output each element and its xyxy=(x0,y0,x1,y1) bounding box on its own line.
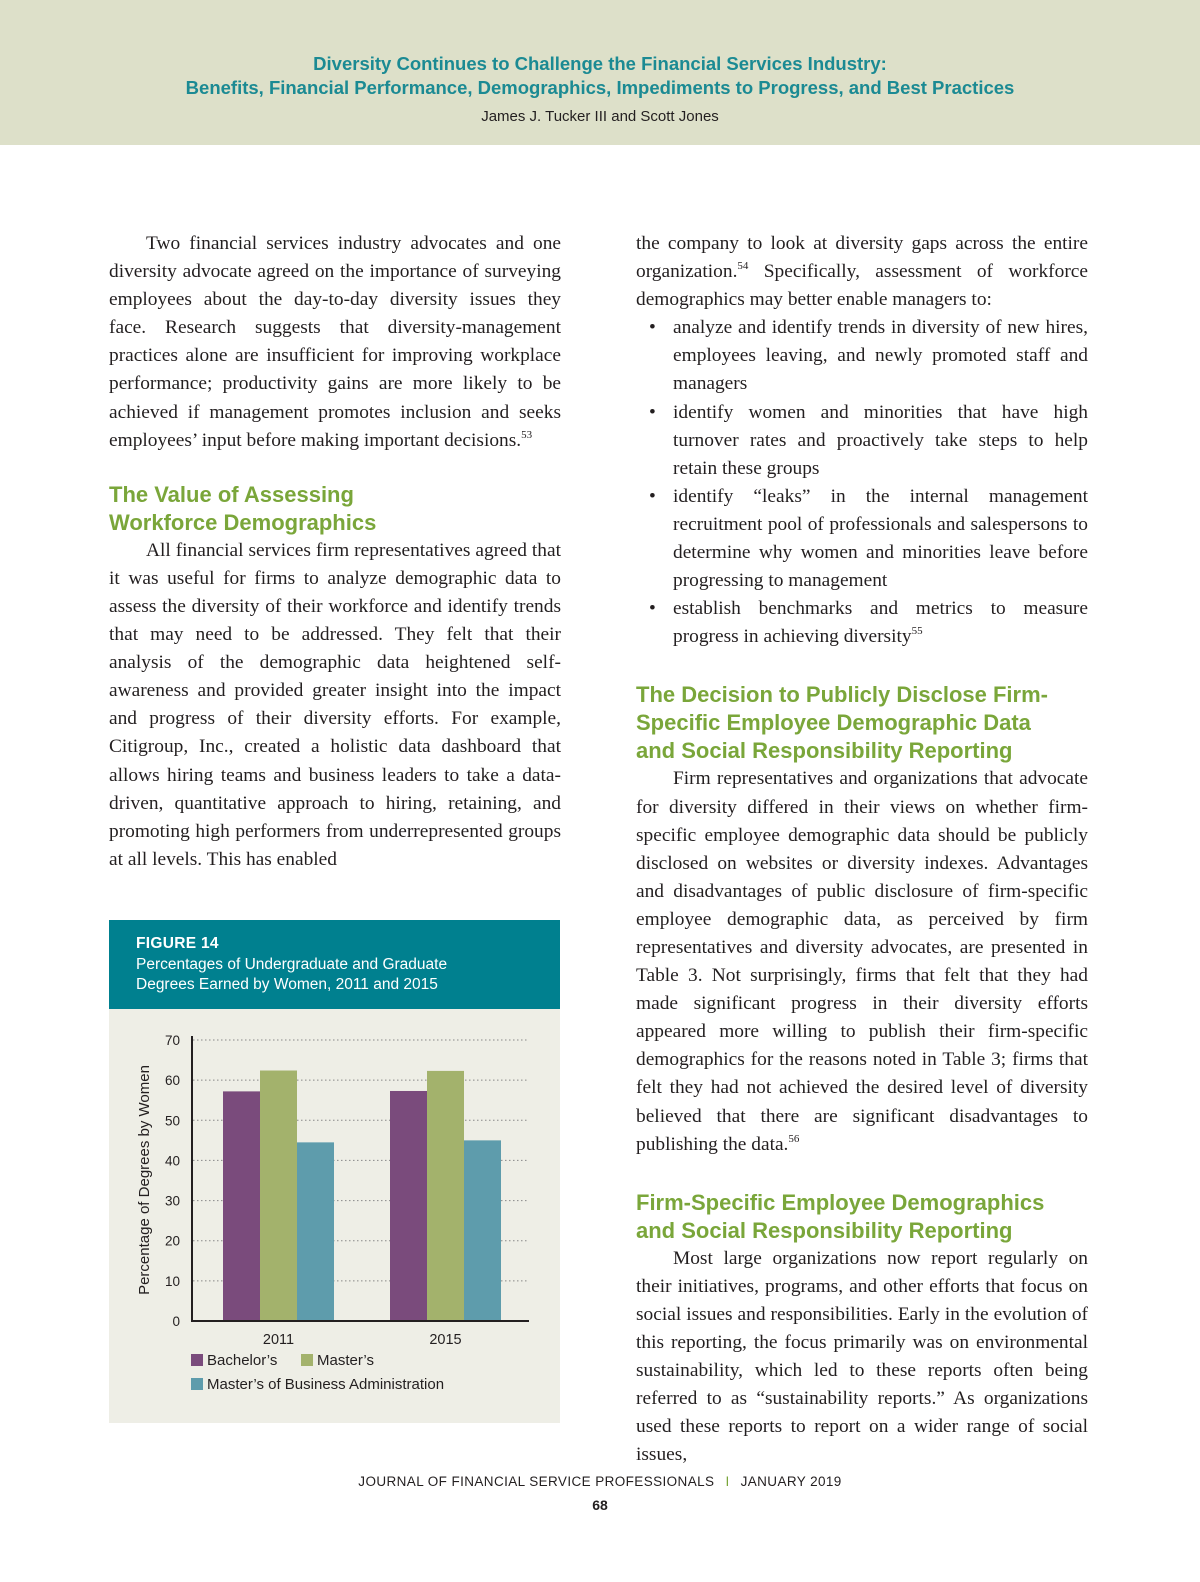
left-column xyxy=(109,230,561,874)
list-item-text: analyze and identify trends in diversity of new hires, employees leaving, and newly promoted staff and managers xyxy=(673,317,1088,395)
bar-2015-series-1 xyxy=(427,1071,464,1321)
article-title-line-2: Benefits, Financial Performance, Demographics, Impediments to Progress, and Best Practices xyxy=(185,77,1015,98)
caption-line: Percentages of Undergraduate and Graduate xyxy=(136,956,448,973)
x-tick-label: 2011 xyxy=(262,1332,295,1348)
list-item-text: identify “leaks” in the internal management recruitment pool of professionals and salespersons to determine why women and minorities leave before progressing to management xyxy=(673,485,1088,592)
footnote-ref-54: 54 xyxy=(737,260,749,273)
y-tick-label: 0 xyxy=(172,1314,180,1329)
heading-line: Workforce Demographics xyxy=(109,509,377,535)
bullet-dot: • xyxy=(649,485,656,507)
section-heading-value-of-assessing xyxy=(109,481,561,537)
y-tick-label: 70 xyxy=(164,1033,180,1048)
footer-separator: I xyxy=(725,1474,730,1489)
right-paragraph-2-text: Firm representatives and organizations that advocate for diversity differed in their views on whether firm-specific employee demographic data should be publicly disclosed on websites or diversity indexes. Advantages and disadvantages of public disclosure of firm-specific employee demographic data, as perceived by firm representatives and diversity advocates, are presented in Table 3. Not surprisingly, firms that felt that they had made significant progress in their diversity efforts appeared more willing to publish their firm-specific demographics for the reasons noted in Table 3; firms that felt they had not achieved the desired level of diversity believed that there are significant disadvantages to publishing the data. xyxy=(636,768,1088,1155)
bar-2015-series-2 xyxy=(464,1140,501,1321)
figure-label: FIGURE 14 xyxy=(136,935,219,952)
article-authors: James J. Tucker III and Scott Jones xyxy=(481,108,719,125)
heading-line: and Social Responsibility Reporting xyxy=(636,1217,1013,1243)
bullet-dot: • xyxy=(649,401,656,423)
bullet-dot: • xyxy=(649,598,656,620)
right-paragraph-2 xyxy=(636,765,1088,1158)
right-paragraph-1-text: the company to look at diversity gaps across the entire organization. xyxy=(636,233,1088,283)
y-tick-label: 50 xyxy=(164,1113,180,1129)
legend-swatch xyxy=(301,1354,313,1366)
legend-label: Master’s of Business Administration xyxy=(207,1376,445,1393)
bar-2011-series-0 xyxy=(223,1091,260,1321)
section-heading-decision-to-disclose xyxy=(636,681,1088,765)
legend-label: Bachelor’s xyxy=(207,1352,278,1369)
legend-swatch xyxy=(191,1354,203,1366)
chart-svg xyxy=(109,1009,560,1423)
list-item-text: identify women and minorities that have high turnover rates and proactively take steps to help retain these groups xyxy=(673,401,1088,479)
footnote-ref-55: 55 xyxy=(911,625,923,638)
list-item xyxy=(649,595,1088,651)
figure-14 xyxy=(109,920,560,1423)
right-paragraph-1-cont: Specifically, assessment of workforce demographics may better enable managers to: xyxy=(636,261,1088,311)
heading-line: and Social Responsibility Reporting xyxy=(636,738,1013,764)
y-tick-label: 60 xyxy=(164,1073,180,1089)
page-number: 68 xyxy=(592,1497,608,1513)
y-tick-label: 40 xyxy=(164,1153,180,1169)
heading-line: Firm-Specific Employee Demographics xyxy=(636,1189,1045,1215)
legend-swatch xyxy=(191,1378,203,1390)
list-item xyxy=(649,399,1088,483)
heading-line: Specific Employee Demographic Data xyxy=(636,710,1031,736)
y-tick-label: 30 xyxy=(164,1193,180,1209)
right-column xyxy=(636,230,1088,1469)
degrees-bar-chart xyxy=(109,1009,560,1423)
bar-2015-series-0 xyxy=(390,1091,427,1321)
left-paragraph-1-text: Two financial services industry advocates and one diversity advocate agreed on the importance of surveying employees about the day-to-day diversity issues they face. Research suggests that diversity-management practices alone are insufficient for improving workplace performance; productivity gains are more likely to be achieved if management promotes inclusion and seeks employees’ input before making important decisions. xyxy=(109,233,561,451)
y-tick-label: 20 xyxy=(164,1233,180,1249)
footer-line xyxy=(0,1474,1200,1489)
x-tick-label: 2015 xyxy=(429,1332,462,1348)
list-item xyxy=(649,314,1088,398)
caption-line: Degrees Earned by Women, 2011 and 2015 xyxy=(136,976,438,993)
list-item-text: establish benchmarks and metrics to measure progress in achieving diversity xyxy=(673,598,1088,648)
y-tick-label: 10 xyxy=(164,1273,180,1289)
page-header xyxy=(0,0,1200,145)
y-axis-label: Percentage of Degrees by Women xyxy=(136,1065,153,1295)
right-paragraph-1 xyxy=(636,230,1088,314)
heading-line: The Value of Assessing xyxy=(109,481,354,507)
figure-header xyxy=(109,920,560,1009)
journal-name: JOURNAL OF FINANCIAL SERVICE PROFESSIONALS xyxy=(358,1474,715,1489)
right-paragraph-3: Most large organizations now report regularly on their initiatives, programs, and other efforts that focus on social issues and responsibilities. Early in the evolution of this reporting, the focus primarily was on environmental sustainability, which led to these reports often being referred to as “sustainability reports.” As organizations used these reports to report on a wider range of social issues, xyxy=(636,1247,1088,1466)
list-item xyxy=(649,483,1088,595)
figure-caption xyxy=(136,955,560,995)
bullet-dot: • xyxy=(649,317,656,339)
bar-2011-series-1 xyxy=(260,1071,297,1321)
page-footer xyxy=(0,1474,1200,1513)
left-paragraph-1 xyxy=(109,230,561,455)
legend-label: Master’s xyxy=(317,1352,374,1369)
bar-2011-series-2 xyxy=(297,1142,334,1321)
footnote-ref-56: 56 xyxy=(788,1132,800,1145)
section-heading-firm-specific-demographics xyxy=(636,1189,1088,1245)
heading-line: The Decision to Publicly Disclose Firm- xyxy=(636,682,1048,708)
manager-benefits-list xyxy=(636,314,1088,651)
article-title-line-1: Diversity Continues to Challenge the Financial Services Industry: xyxy=(313,53,887,74)
footnote-ref-53: 53 xyxy=(521,428,533,441)
left-paragraph-2: All financial services firm representatives agreed that it was useful for firms to analyze demographic data to assess the diversity of their workforce and identify trends that may need to be addressed. They felt that their analysis of the demographic data heightened self-awareness and provided greater insight into the impact and progress of their diversity efforts. For example, Citigroup, Inc., created a holistic data dashboard that allows hiring teams and business leaders to take a data-driven, quantitative approach to hiring, retaining, and promoting high performers from underrepresented groups at all levels. This has enabled xyxy=(109,539,561,870)
issue-date: JANUARY 2019 xyxy=(740,1474,842,1489)
